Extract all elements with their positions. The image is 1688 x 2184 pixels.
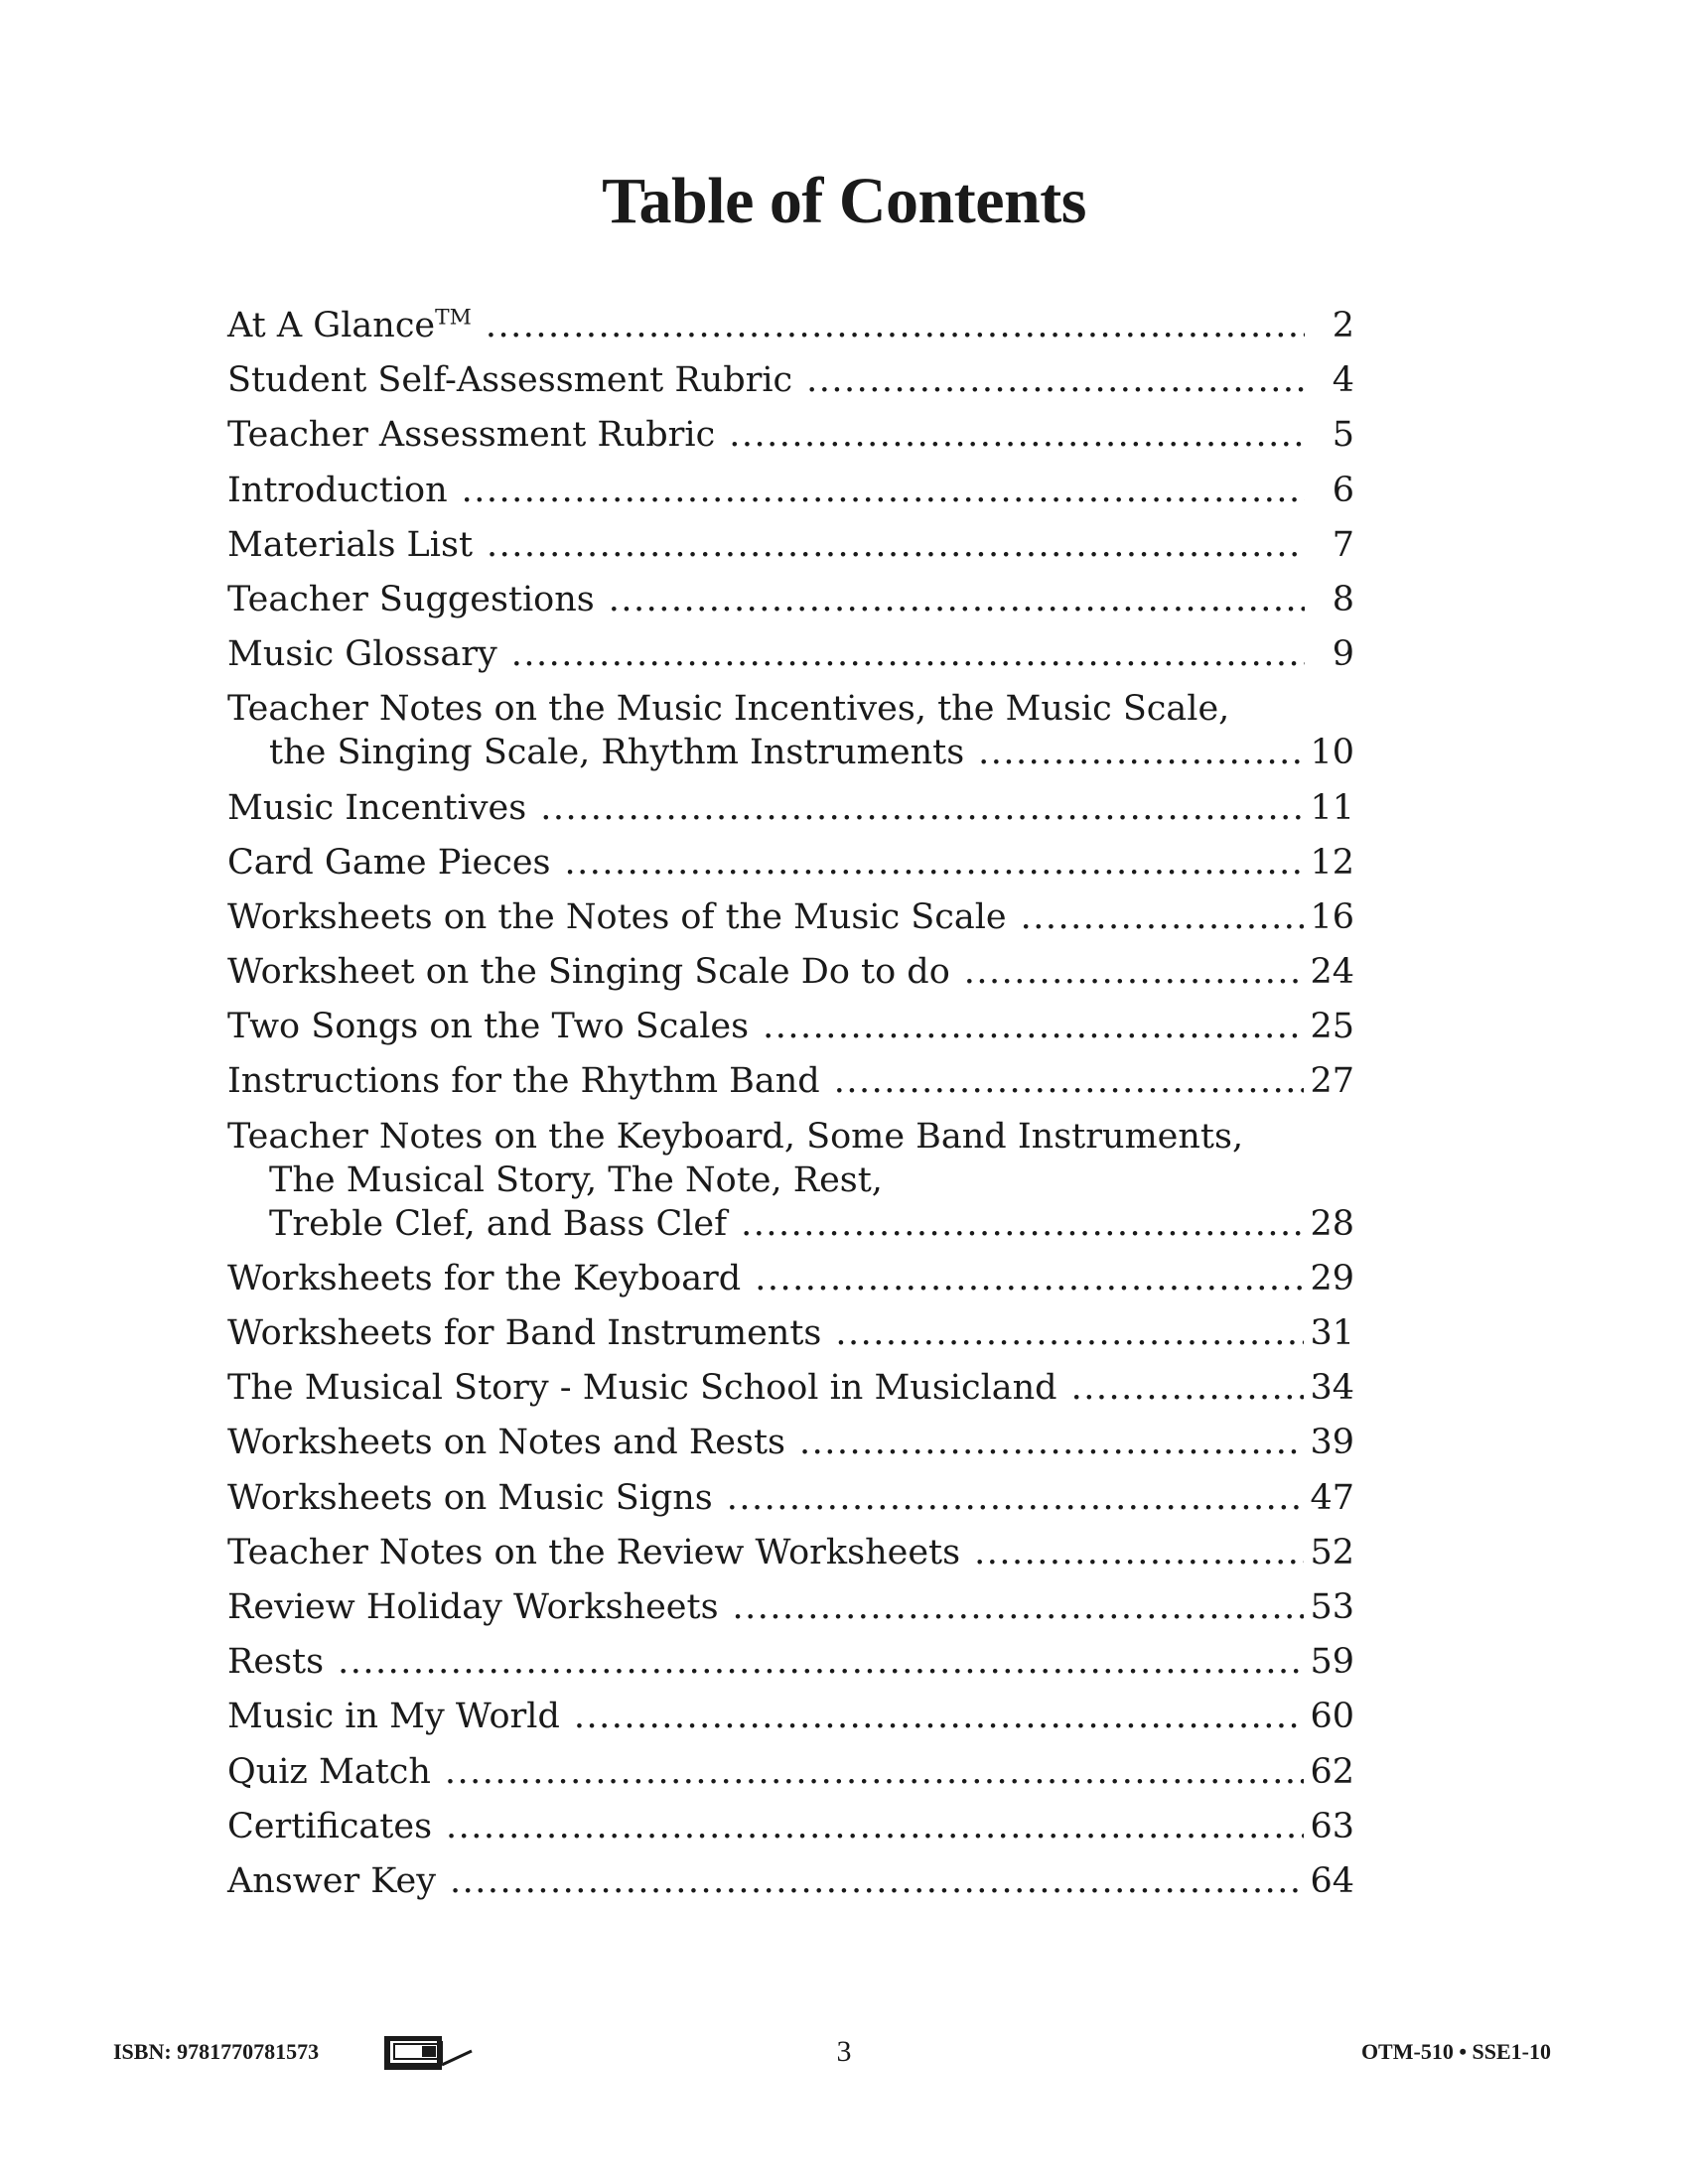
toc-entry-row [227, 1750, 1354, 1794]
toc-entry-page-number: 4 [1332, 360, 1354, 401]
dot-leader [974, 1531, 1304, 1574]
toc-entry-row [227, 1005, 1354, 1048]
dot-leader [806, 358, 1305, 402]
toc-entry-page-number: 31 [1310, 1313, 1354, 1353]
toc-entry-title-text: Worksheets on Notes and Rests [227, 1423, 785, 1463]
toc-entry-title [269, 731, 978, 774]
toc-entry-row [227, 950, 1354, 994]
dot-leader [755, 1257, 1304, 1300]
toc-entry-page-number: 7 [1332, 524, 1354, 565]
toc-entry-title [227, 523, 487, 567]
toc-entry [227, 1695, 1354, 1738]
toc-entry-title-text: At A Glance [227, 306, 436, 345]
dot-leader [733, 1585, 1305, 1629]
toc-entry-row [227, 413, 1354, 457]
toc-entry-title-text: Worksheets on the Notes of the Music Scale [227, 896, 1007, 937]
toc-entry [227, 1805, 1354, 1848]
toc-entry-title [227, 304, 486, 347]
toc-entry [227, 1750, 1354, 1794]
toc-entry-row [227, 523, 1354, 567]
toc-entry-page-number: 12 [1310, 842, 1354, 883]
toc-entry-row [227, 469, 1354, 512]
toc-entry-title [227, 1640, 338, 1684]
toc-entry-title [227, 413, 729, 457]
toc-entry-page-number: 64 [1310, 1860, 1354, 1901]
toc-entry [227, 1005, 1354, 1048]
page-footer [0, 2033, 1688, 2073]
toc-entry-page-number: 2 [1332, 306, 1354, 345]
toc-entry-page-number: 27 [1310, 1061, 1354, 1102]
toc-entry-row [227, 786, 1354, 830]
toc-entry-row [227, 1476, 1354, 1520]
toc-entry-title-text: Music Incentives [227, 787, 527, 828]
dot-leader [462, 469, 1305, 512]
toc-entry-title [227, 841, 565, 885]
toc-entry-page-number: 10 [1310, 733, 1354, 773]
toc-entry-row [227, 1585, 1354, 1629]
toc-entry-title-text: Treble Clef, and Bass Clef [269, 1203, 728, 1244]
dot-leader [964, 950, 1305, 994]
toc-entry-title [269, 1202, 741, 1246]
toc-entry-page-number: 11 [1310, 787, 1354, 828]
toc-entry-title-line: The Musical Story, The Note, Rest, [269, 1160, 883, 1200]
dot-leader [486, 304, 1305, 347]
toc-entry [227, 413, 1354, 457]
dot-leader [799, 1421, 1304, 1464]
isbn-label: ISBN: 9781770781573 [113, 2039, 320, 2064]
toc-entry-title [227, 578, 609, 621]
toc-entry-title-text: Certificates [227, 1806, 433, 1846]
toc-entry-title [227, 1859, 450, 1903]
toc-entry-title [227, 1257, 755, 1300]
dot-leader [727, 1476, 1305, 1520]
toc-entry [227, 1531, 1354, 1574]
toc-entry [227, 1311, 1354, 1355]
toc-entry-title [227, 1421, 799, 1464]
toc-entry-title-text: Worksheets on Music Signs [227, 1477, 713, 1518]
toc-entry-title-text: Worksheet on the Singing Scale Do to do [227, 952, 950, 993]
toc-entry-title [227, 950, 964, 994]
toc-entry-row [227, 1805, 1354, 1848]
toc-entry-row [227, 1859, 1354, 1903]
dot-leader [1021, 895, 1305, 939]
toc-entry-page-number: 5 [1332, 415, 1354, 456]
toc-entry [227, 1059, 1354, 1103]
toc-entry-title [227, 1531, 974, 1574]
toc-entry-page-number: 47 [1310, 1477, 1354, 1518]
toc-entry-title [227, 1805, 446, 1848]
toc-entry-title [227, 895, 1021, 939]
toc-entry-page-number: 59 [1310, 1642, 1354, 1683]
toc-entry-row [227, 895, 1354, 939]
toc-entry-row [227, 1059, 1354, 1103]
dot-leader [338, 1640, 1304, 1684]
toc-entry-title-text: Review Holiday Worksheets [227, 1586, 719, 1627]
toc-entry [227, 523, 1354, 567]
toc-entry-title-text: The Musical Story - Music School in Musicland [227, 1368, 1057, 1409]
toc-entry-title-text: Instructions for the Rhythm Band [227, 1061, 820, 1102]
dot-leader [741, 1202, 1304, 1246]
dot-leader [487, 523, 1305, 567]
toc-entry-title-text: Worksheets for the Keyboard [227, 1258, 742, 1298]
toc-entry-row [227, 1421, 1354, 1464]
toc-entry-title [227, 1695, 574, 1738]
toc-entry [227, 358, 1354, 402]
toc-entry-title [227, 786, 540, 830]
toc-entry-title [227, 469, 462, 512]
toc-entry-title-text: Introduction [227, 470, 448, 510]
toc-entry-page-number: 62 [1310, 1751, 1354, 1792]
toc-entry-title-text: Teacher Assessment Rubric [227, 415, 716, 456]
dot-leader [511, 632, 1305, 676]
toc-entry-row [227, 1531, 1354, 1574]
toc-entry-row [227, 731, 1354, 774]
toc-entry-page-number: 63 [1310, 1806, 1354, 1846]
toc-entry-title-text: Quiz Match [227, 1751, 431, 1792]
dot-leader [450, 1859, 1304, 1903]
toc-entry-title-text: Materials List [227, 524, 474, 565]
toc-entry-row [227, 1695, 1354, 1738]
toc-entry-title-text: Teacher Suggestions [227, 579, 595, 619]
toc-entry [227, 841, 1354, 885]
trademark-mark: TM [435, 305, 472, 331]
toc-entry [227, 1476, 1354, 1520]
toc-entry-title-line: Teacher Notes on the Keyboard, Some Band Instruments, [227, 1116, 1244, 1157]
toc-entry-title [227, 1366, 1071, 1410]
toc-entry-title-text: Music in My World [227, 1697, 560, 1737]
toc-entry [227, 1115, 1354, 1246]
toc-entry [227, 950, 1354, 994]
toc-entry-title [227, 1005, 763, 1048]
toc-entry [227, 1257, 1354, 1300]
toc-entry-title-text: Teacher Notes on the Review Worksheets [227, 1532, 961, 1572]
toc-entry [227, 632, 1354, 676]
toc-entry-page-number: 8 [1332, 579, 1354, 619]
toc-entry-page-number: 28 [1310, 1203, 1354, 1244]
toc-entry-title-text: Worksheets for Band Instruments [227, 1313, 822, 1353]
toc-entry-row [227, 1640, 1354, 1684]
toc-entry-title [227, 1476, 727, 1520]
dot-leader [574, 1695, 1305, 1738]
toc-entry-title-line: Teacher Notes on the Music Incentives, the Music Scale, [227, 689, 1230, 730]
toc-entry-page-number: 60 [1310, 1697, 1354, 1737]
toc-entry-title-text: Student Self-Assessment Rubric [227, 360, 793, 401]
toc-entry [227, 895, 1354, 939]
toc-entry [227, 687, 1354, 774]
page-title: Table of Contents [602, 165, 1086, 237]
toc-entry-page-number: 25 [1310, 1007, 1354, 1047]
dot-leader [834, 1059, 1305, 1103]
toc-entry-row [227, 841, 1354, 885]
toc-entry-row [227, 358, 1354, 402]
dot-leader [729, 413, 1305, 457]
toc-entry-page-number: 53 [1310, 1586, 1354, 1627]
dot-leader [835, 1311, 1304, 1355]
toc-entry-title [227, 632, 511, 676]
toc-entry [227, 1640, 1354, 1684]
toc-entry-title [227, 358, 806, 402]
toc-entry-page-number: 34 [1310, 1368, 1354, 1409]
toc-entry [227, 1585, 1354, 1629]
toc-entry-title-text: Music Glossary [227, 634, 497, 675]
product-code: OTM-510 • SSE1-10 [1360, 2039, 1551, 2064]
toc-entry-row [227, 1311, 1354, 1355]
dot-leader [445, 1750, 1305, 1794]
toc-entry [227, 1859, 1354, 1903]
toc-entry-title [227, 1311, 835, 1355]
toc-entry [227, 786, 1354, 830]
dot-leader [609, 578, 1305, 621]
toc-entry-title-text: Answer Key [227, 1860, 436, 1901]
toc-entry [227, 1366, 1354, 1410]
toc-entry-title-text: Card Game Pieces [227, 842, 551, 883]
toc-entry-row [227, 1257, 1354, 1300]
dot-leader [540, 786, 1304, 830]
toc-entry-page-number: 39 [1310, 1423, 1354, 1463]
toc-entry-row [227, 304, 1354, 347]
page-number: 3 [836, 2035, 852, 2068]
toc-entry-page-number: 24 [1310, 952, 1354, 993]
dot-leader [565, 841, 1305, 885]
toc-entry-row [227, 1366, 1354, 1410]
toc-entry-title-text: the Singing Scale, Rhythm Instruments [269, 733, 965, 773]
toc-entry-row [227, 1202, 1354, 1246]
toc-entry [227, 578, 1354, 621]
toc-entry-title-text: Two Songs on the Two Scales [227, 1007, 750, 1047]
dot-leader [763, 1005, 1304, 1048]
table-of-contents [227, 304, 1354, 1914]
toc-entry-page-number: 29 [1310, 1258, 1354, 1298]
toc-entry-page-number: 52 [1310, 1532, 1354, 1572]
toc-entry-page-number: 16 [1310, 896, 1354, 937]
toc-entry-page-number: 6 [1332, 470, 1354, 510]
dot-leader [446, 1805, 1304, 1848]
toc-entry [227, 1421, 1354, 1464]
dot-leader [1071, 1366, 1305, 1410]
toc-entry-row [227, 632, 1354, 676]
toc-entry [227, 304, 1354, 347]
toc-entry-title-text: Rests [227, 1642, 325, 1683]
toc-entry-title [227, 1585, 733, 1629]
toc-entry-title [227, 1059, 834, 1103]
dot-leader [978, 731, 1304, 774]
toc-entry-title [227, 1750, 445, 1794]
toc-entry-page-number: 9 [1332, 634, 1354, 675]
toc-entry-row [227, 578, 1354, 621]
toc-entry [227, 469, 1354, 512]
